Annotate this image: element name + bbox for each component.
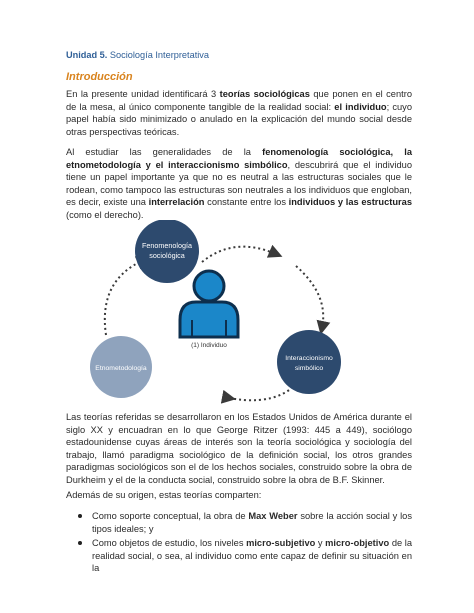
unit-number: Unidad 5. bbox=[66, 50, 108, 60]
shared-paragraph: Además de su origen, estas teorías comparten: bbox=[66, 490, 262, 500]
theories-paragraph: Al estudiar las generalidades de la fenomenología sociológica, la etnometodología y el interaccionismo simbólico, descubrirá que el individuo tiene un papel importante ya que no es neutral a las estructuras sociales que le rodean, como tampoco las estructuras son neutrales a los individuos que engloban, es decir, existe una interrelación constante entre los individuos y las estructuras (como el derecho). bbox=[66, 147, 413, 220]
intro-paragraph: En la presente unidad identificará 3 teorías sociológicas que ponen en el centro de la mesa, al único componente tangible de la realidad social: el individuo; cuyo papel había sido minimizado o anulado en la explicación del mundo social desde otras perspectivas teóricas. bbox=[66, 89, 413, 137]
diagram-svg bbox=[84, 220, 394, 405]
theories-diagram bbox=[84, 220, 394, 405]
bullet-icon bbox=[78, 541, 82, 545]
unit-title: Sociología Interpretativa bbox=[107, 50, 209, 60]
node-left-label: Etnometodología bbox=[95, 365, 147, 372]
arrow-top-to-right bbox=[202, 247, 276, 262]
node-interaccionismo bbox=[277, 330, 341, 394]
section-title: Introducción bbox=[66, 71, 133, 83]
individual-icon bbox=[180, 271, 238, 337]
arrow-top-right-down bbox=[296, 266, 323, 328]
bullet-icon bbox=[78, 514, 82, 518]
node-top-label-1: Fenomenología bbox=[142, 241, 192, 250]
list-item: Como soporte conceptual, la obra de Max Weber sobre la acción social y los tipos ideales; y bbox=[66, 510, 412, 535]
node-right-label-2: simbólico bbox=[294, 365, 324, 372]
list-item: Como objetos de estudio, los niveles micro-subjetivo y micro-objetivo de la realidad social, o sea, al individuo como ente capaz de definir su situación en la bbox=[66, 537, 412, 575]
shared-features-list bbox=[66, 510, 412, 577]
node-right-label-1: Interaccionismo bbox=[285, 355, 333, 362]
center-label: (1) Individuo bbox=[191, 342, 227, 349]
unit-header bbox=[66, 50, 209, 60]
arrow-left-to-top bbox=[105, 260, 144, 335]
node-top-label-2: sociológica bbox=[149, 251, 185, 260]
ritzer-paragraph: Las teorías referidas se desarrollaron en los Estados Unidos de América durante el siglo XX y encuadran en lo que George Ritzer (1993: 445 a 449), sociólogo estadounidense cuyas áreas de interés son la teoría sociológica y sociología del trabajo, llamó paradigma sociológico de la definición social, los otros grandes paradigmas sociológicos son el de los hechos sociales, construido sobre la obra de Durkheim y el de la conducta social, construido sobre la obra de B.F. Skinner. bbox=[66, 412, 412, 485]
